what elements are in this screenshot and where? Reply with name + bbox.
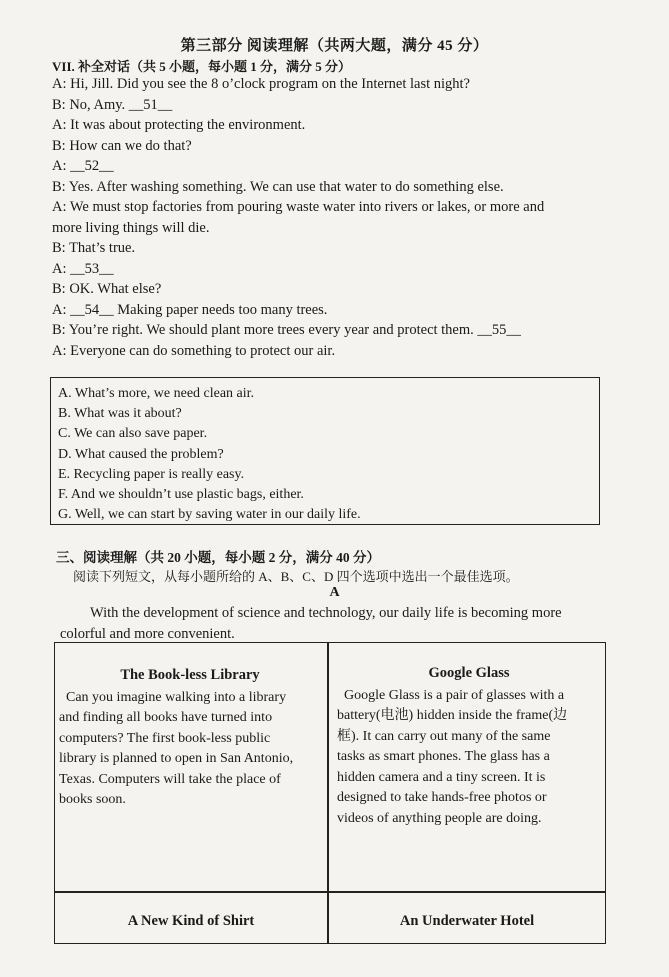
- option-f: F. And we shouldn’t use plastic bags, either.: [58, 487, 304, 503]
- cell-line: library is planned to open in San Antonio,: [59, 751, 294, 766]
- dialog-line: B: That’s true.: [52, 240, 136, 256]
- dialog-line: B: You’re right. We should plant more trees every year and protect them. __55__: [52, 322, 521, 338]
- intro-line: With the development of science and technology, our daily life is becoming more: [90, 605, 562, 621]
- option-e: E. Recycling paper is really easy.: [58, 466, 245, 482]
- dialog-line: A: We must stop factories from pouring waste water into rivers or lakes, or more and: [52, 199, 545, 215]
- dialog-line: A: __53__: [52, 260, 114, 277]
- dialog-line: B: How can we do that?: [52, 137, 192, 154]
- option-d: D. What caused the problem?: [58, 446, 224, 462]
- cell-title-new-shirt: A New Kind of Shirt: [127, 913, 255, 929]
- cell-line: computers? The first book-less public: [59, 730, 271, 746]
- dialog-subtitle: VII. 补全对话（共 5 小题，每小题 1 分，满分 5 分）: [52, 59, 352, 74]
- part3-instruction: 阅读下列短文，从每小题所给的 A、B、C、D 四个选项中选出一个最佳选项。: [73, 569, 519, 584]
- dialog-line: A: It was about protecting the environment.: [52, 117, 306, 133]
- part3-title: 三、阅读理解（共 20 小题，每小题 2 分，满分 40 分）: [56, 550, 380, 565]
- section-title: 第三部分 阅读理解（共两大题，满分 45 分）: [180, 38, 489, 54]
- option-c: C. We can also save paper.: [58, 426, 208, 442]
- cell-google-glass: [337, 663, 601, 829]
- dialog-line: A: __52__: [52, 158, 114, 174]
- dialog-line: A: __54__ Making paper needs too many trees.: [52, 301, 328, 318]
- cell-line: battery(电池) hidden inside the frame(边: [337, 708, 568, 723]
- passage-letter: A: [329, 585, 340, 600]
- cell-title-underwater-hotel: An Underwater Hotel: [399, 913, 535, 929]
- passage-intro: [60, 603, 600, 645]
- intro-line: colorful and more convenient.: [60, 626, 235, 642]
- dialog-line: A: Everyone can do something to protect our air.: [52, 342, 336, 359]
- cell-line: books soon.: [59, 792, 126, 807]
- cell-line: Can you imagine walking into a library: [59, 689, 287, 705]
- cell-bookless-library: [59, 665, 321, 811]
- cell-line: 框). It can carry out many of the same: [337, 728, 551, 744]
- passage-table: [54, 642, 606, 944]
- cell-title: Google Glass: [428, 665, 510, 681]
- cell-line: Google Glass is a pair of glasses with a: [337, 687, 565, 703]
- cell-line: hidden camera and a tiny screen. It is: [337, 769, 546, 785]
- dialog-line: B: Yes. After washing something. We can use that water to do something else.: [52, 178, 504, 195]
- cell-line: designed to take hands-free photos or: [337, 790, 547, 805]
- cell-line: tasks as smart phones. The glass has a: [337, 749, 550, 764]
- cell-title: The Book-less Library: [120, 667, 260, 683]
- table-divider-vertical: [327, 643, 329, 943]
- option-g: G. Well, we can start by saving water in our daily life.: [58, 507, 361, 523]
- options-box: [50, 377, 600, 525]
- dialog-line: B: OK. What else?: [52, 281, 162, 297]
- dialog-line: B: No, Amy. __51__: [52, 96, 173, 113]
- dialog-line: A: Hi, Jill. Did you see the 8 o’clock program on the Internet last night?: [52, 76, 470, 92]
- option-a: A. What’s more, we need clean air.: [58, 386, 255, 401]
- cell-line: videos of anything people are doing.: [337, 810, 542, 826]
- table-divider-horizontal: [55, 891, 605, 893]
- dialog-line: more living things will die.: [52, 219, 210, 236]
- cell-line: and finding all books have turned into: [59, 710, 273, 725]
- option-b: B. What was it about?: [58, 406, 182, 422]
- dialog: [52, 74, 612, 361]
- cell-line: Texas. Computers will take the place of: [59, 771, 281, 787]
